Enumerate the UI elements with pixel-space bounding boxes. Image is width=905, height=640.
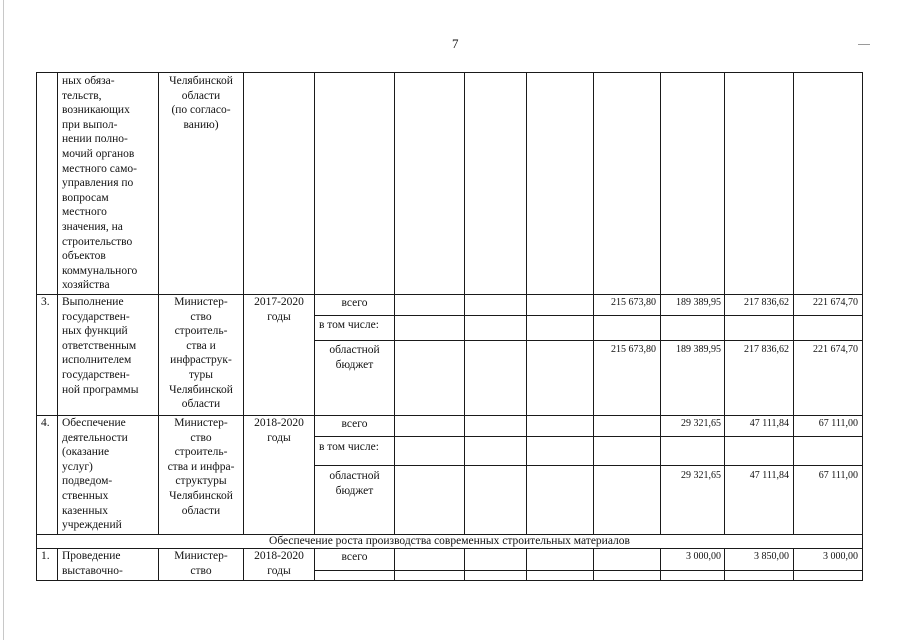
row-4-total-value: 67 111,00 xyxy=(818,418,858,429)
row-5-total-value: 3 850,00 xyxy=(754,551,789,562)
row-4-sub-rule xyxy=(314,465,863,466)
page-number: 7 xyxy=(452,36,459,51)
column-rule xyxy=(862,72,863,581)
row-5-total-rule xyxy=(314,570,863,571)
row-3-name: Выполнение государствен- ных функций ответственным исполнителем государствен- ной программы xyxy=(62,296,139,396)
row-4-budget-value: 67 111,00 xyxy=(818,470,858,481)
row-5-period: 2018-2020 годы xyxy=(254,550,304,577)
row-3-sub-rule xyxy=(314,340,863,341)
cont-executor-cell: Челябинской области (по согласо- ванию) xyxy=(169,75,233,131)
column-rule xyxy=(394,548,395,581)
row-4-including-label: в том числе: xyxy=(319,441,379,453)
cont-name-cell: ных обяза- тельств, возникающих при выпол- нении полно- мочий органов местного само- управления по вопросам местного значения, на строительство объектов коммунального хозяйства xyxy=(62,75,138,292)
row-5-total-label: всего xyxy=(341,551,368,563)
row-4-period: 2018-2020 годы xyxy=(254,417,304,444)
table-bottom-rule xyxy=(36,580,863,581)
table-top-rule xyxy=(36,72,863,73)
row-4-total-value: 47 111,84 xyxy=(749,418,789,429)
row-5-executor: Министер- ство xyxy=(174,550,228,577)
row-4-budget-value: 29 321,65 xyxy=(681,470,721,481)
column-rule xyxy=(464,548,465,581)
row-4-number: 4. xyxy=(41,417,50,429)
column-rule xyxy=(593,72,594,535)
row-4-budget-label: областной бюджет xyxy=(329,470,380,497)
row-4-total-value: 29 321,65 xyxy=(681,418,721,429)
row-3-including-label: в том числе: xyxy=(319,319,379,331)
row-3-total-value: 217 836,62 xyxy=(744,297,789,308)
column-rule xyxy=(526,548,527,581)
column-rule xyxy=(526,72,527,535)
row-5-name: Проведение выставочно- xyxy=(62,550,123,577)
column-rule xyxy=(464,72,465,535)
row-3-executor: Министер- ство строитель- ства и инфраструк- туры Челябинской области xyxy=(169,296,233,411)
row-4-total-label: всего xyxy=(341,418,368,430)
scan-edge xyxy=(3,0,4,640)
row-4-budget-value: 47 111,84 xyxy=(749,470,789,481)
row-3-budget-label: областной бюджет xyxy=(329,344,380,371)
row-3-total-value: 221 674,70 xyxy=(813,297,858,308)
column-rule xyxy=(593,548,594,581)
column-rule xyxy=(57,548,58,581)
section-title: Обеспечение роста производства современных строительных материалов xyxy=(269,535,630,547)
row-3-budget-value: 217 836,62 xyxy=(744,344,789,355)
row-4-name: Обеспечение деятельности (оказание услуг) подведом- ственных казенных учреждений xyxy=(62,417,128,532)
corner-mark xyxy=(858,44,870,45)
row-5-total-value: 3 000,00 xyxy=(686,551,721,562)
column-rule xyxy=(36,72,37,581)
row-3-total-value: 189 389,95 xyxy=(676,297,721,308)
row-4-sub-rule xyxy=(314,436,863,437)
row-3-period: 2017-2020 годы xyxy=(254,296,304,323)
row-3-budget-value: 221 674,70 xyxy=(813,344,858,355)
row-4-executor: Министер- ство строитель- ства и инфра- структуры Челябинской области xyxy=(167,417,235,517)
row-3-budget-value: 215 673,80 xyxy=(611,344,656,355)
row-3-budget-value: 189 389,95 xyxy=(676,344,721,355)
row-3-sub-rule xyxy=(314,315,863,316)
row-3-number: 3. xyxy=(41,296,50,308)
row-3-total-label: всего xyxy=(341,297,368,309)
row-5-total-value: 3 000,00 xyxy=(823,551,858,562)
row-5-number: 1. xyxy=(41,550,50,562)
column-rule xyxy=(57,72,58,535)
row-3-total-value: 215 673,80 xyxy=(611,297,656,308)
column-rule xyxy=(394,72,395,535)
